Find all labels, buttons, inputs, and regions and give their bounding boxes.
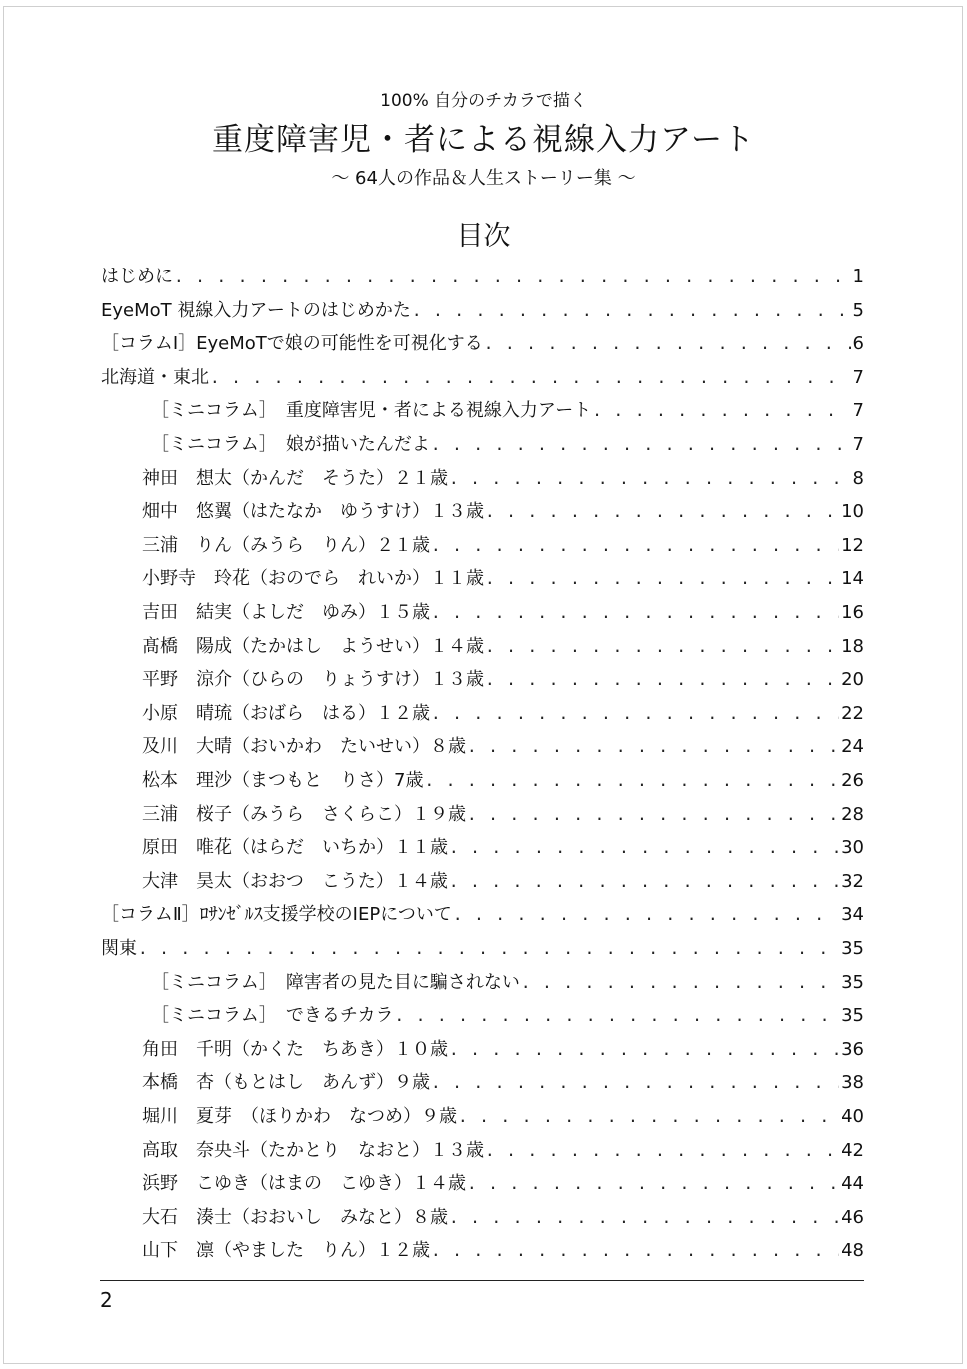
toc-leader-dots (137, 935, 841, 963)
toc-entry-page: 38 (841, 1072, 864, 1093)
toc-leader-dots (430, 1069, 841, 1097)
toc-leader-dots (484, 666, 841, 694)
toc-leader-dots (430, 599, 841, 627)
toc-entry-page: 42 (841, 1140, 864, 1161)
toc-entry[interactable] (151, 397, 864, 425)
toc-entry[interactable] (142, 532, 864, 560)
toc-entry-page: 44 (841, 1173, 864, 1194)
toc-entry-title: 原田 唯花（はらだ いちか）１１歳 (142, 837, 448, 858)
toc-entry-page: 7 (852, 400, 864, 421)
toc-entry-title: ［コラムⅡ］ﾛｻﾝｾﾞﾙｽ支援学校のIEPについて (101, 904, 452, 925)
toc-entry-title: 大津 昊太（おおつ こうた）１４歳 (142, 871, 448, 892)
toc-entry-title: 山下 凛（やました りん）１２歳 (142, 1240, 430, 1261)
toc-entry[interactable] (101, 364, 864, 392)
toc-entry[interactable] (151, 431, 864, 459)
toc-entry[interactable] (142, 868, 864, 896)
toc-entry-title: 及川 大晴（おいかわ たいせい）８歳 (142, 736, 466, 757)
toc-entry[interactable] (142, 498, 864, 526)
footer-rule (100, 1280, 864, 1281)
toc-entry[interactable] (142, 700, 864, 728)
toc-leader-dots (466, 733, 841, 761)
toc-leader-dots (411, 297, 853, 325)
toc-entry[interactable] (101, 901, 864, 929)
toc-entry-title: ［コラムⅠ］EyeMoTで娘の可能性を可視化する (101, 333, 483, 354)
toc-entry-page: 24 (841, 736, 864, 757)
toc-entry-title: ［ミニコラム］ 重度障害児・者による視線入力アート (151, 400, 592, 421)
toc-entry-page: 20 (841, 669, 864, 690)
toc-leader-dots (430, 1237, 841, 1265)
toc-leader-dots (430, 700, 841, 728)
toc-leader-dots (466, 801, 841, 829)
toc-entry-page: 35 (841, 972, 864, 993)
toc-entry[interactable] (142, 1137, 864, 1165)
toc-entry[interactable] (142, 465, 864, 493)
toc-entry[interactable] (142, 633, 864, 661)
toc-entry-page: 22 (841, 703, 864, 724)
toc-leader-dots (448, 834, 841, 862)
toc-entry-title: はじめに (101, 266, 173, 287)
toc-entry-page: 14 (841, 568, 864, 589)
toc-entry-title: ［ミニコラム］ できるチカラ (151, 1005, 394, 1026)
toc-leader-dots (448, 1204, 841, 1232)
book-title: 重度障害児・者による視線入力アート (211, 122, 756, 158)
toc-entry[interactable] (142, 1036, 864, 1064)
toc-leader-dots (173, 263, 853, 291)
toc-entry[interactable] (142, 1170, 864, 1198)
toc-entry-title: 吉田 結実（よしだ ゆみ）１５歳 (142, 602, 430, 623)
toc-entry-title: EyeMoT 視線入力アートのはじめかた (101, 300, 411, 321)
toc-heading: 目次 (456, 221, 511, 252)
toc-entry-page: 46 (841, 1207, 864, 1228)
toc-entry-title: 本橋 杏（もとはし あんず）９歳 (142, 1072, 430, 1093)
toc-entry-page: 32 (841, 871, 864, 892)
toc-entry[interactable] (101, 263, 864, 291)
toc-entry-title: 関東 (101, 938, 137, 959)
toc-entry-title: 畑中 悠翼（はたなか ゆうすけ）１３歳 (142, 501, 484, 522)
toc-entry-page: 30 (841, 837, 864, 858)
toc-leader-dots (448, 465, 853, 493)
toc-entry-title: ［ミニコラム］ 障害者の見た目に騙されない (151, 972, 520, 993)
toc-entry-title: 大石 湊士（おおいし みなと）８歳 (142, 1207, 448, 1228)
toc-entry-page: 35 (841, 1005, 864, 1026)
toc-entry-title: ［ミニコラム］ 娘が描いたんだよ (151, 434, 430, 455)
toc-entry[interactable] (101, 297, 864, 325)
toc-entry[interactable] (151, 969, 864, 997)
toc-entry-title: 髙橋 陽成（たかはし ようせい）１４歳 (142, 636, 484, 657)
toc-entry[interactable] (142, 666, 864, 694)
toc-leader-dots (393, 1002, 841, 1030)
toc-entry-page: 1 (852, 266, 864, 287)
toc-leader-dots (484, 1137, 841, 1165)
toc-entry-title: 堀川 夏芽 （ほりかわ なつめ）９歳 (142, 1106, 457, 1127)
toc-entry-title: 小原 晴琉（おばら はる）１２歳 (142, 703, 430, 724)
toc-entry-page: 16 (841, 602, 864, 623)
toc-entry-page: 7 (852, 367, 864, 388)
toc-leader-dots (484, 633, 841, 661)
toc-entry-page: 48 (841, 1240, 864, 1261)
toc-entry-page: 35 (841, 938, 864, 959)
toc-entry-page: 10 (841, 501, 864, 522)
book-supertitle: 100% 自分のチカラで描く (380, 91, 587, 111)
toc-leader-dots (591, 397, 852, 425)
toc-entry-page: 8 (852, 468, 864, 489)
toc-entry-title: 平野 涼介（ひらの りょうすけ）１３歳 (142, 669, 484, 690)
toc-leader-dots (430, 431, 853, 459)
toc-entry[interactable] (142, 767, 864, 795)
toc-entry[interactable] (142, 733, 864, 761)
toc-entry-title: 神田 想太（かんだ そうた）２１歳 (142, 468, 448, 489)
toc-leader-dots (423, 767, 841, 795)
toc-entry[interactable] (142, 801, 864, 829)
toc-entry-title: 高取 奈央斗（たかとり なおと）１３歳 (142, 1140, 484, 1161)
toc-entry[interactable] (151, 1002, 864, 1030)
toc-leader-dots (520, 969, 841, 997)
toc-entry-page: 40 (841, 1106, 864, 1127)
page-number: 2 (100, 1288, 113, 1312)
toc-entry-page: 36 (841, 1039, 864, 1060)
toc-leader-dots (448, 868, 841, 896)
book-subtitle: ～ 64人の作品＆人生ストーリー集 ～ (331, 168, 636, 189)
toc-entry-title: 浜野 こゆき（はまの こゆき）１４歳 (142, 1173, 466, 1194)
toc-leader-dots (484, 498, 841, 526)
toc-entry[interactable] (142, 834, 864, 862)
toc-entry-title: 三浦 りん（みうら りん）２１歳 (142, 535, 430, 556)
toc-leader-dots (484, 565, 841, 593)
toc-entry-page: 7 (852, 434, 864, 455)
toc-entry-page: 18 (841, 636, 864, 657)
toc-entry-title: 松本 理沙（まつもと りさ）7歳 (142, 770, 424, 791)
toc-leader-dots (457, 1103, 841, 1131)
toc-leader-dots (430, 532, 841, 560)
toc-leader-dots (466, 1170, 841, 1198)
toc-entry[interactable] (142, 1237, 864, 1265)
toc-entry-page: 34 (841, 904, 864, 925)
toc-entry[interactable] (142, 1069, 864, 1097)
toc-entry[interactable] (101, 935, 864, 963)
toc-leader-dots (209, 364, 853, 392)
toc-entry-page: 28 (841, 804, 864, 825)
toc-entry-page: 12 (841, 535, 864, 556)
toc-entry-title: 北海道・東北 (101, 367, 209, 388)
toc-entry[interactable] (142, 1103, 864, 1131)
toc-entry[interactable] (142, 599, 864, 627)
toc-entry-page: 5 (852, 300, 864, 321)
toc-entry[interactable] (142, 565, 864, 593)
toc-leader-dots (483, 330, 853, 358)
toc-entry-title: 小野寺 玲花（おのでら れいか）１１歳 (142, 568, 484, 589)
toc-entry-title: 角田 千明（かくた ちあき）１０歳 (142, 1039, 448, 1060)
toc-leader-dots (452, 901, 841, 929)
toc-entry-page: 26 (841, 770, 864, 791)
toc-leader-dots (448, 1036, 841, 1064)
toc-entry-title: 三浦 桜子（みうら さくらこ）１９歳 (142, 804, 466, 825)
toc-entry[interactable] (142, 1204, 864, 1232)
toc-entry[interactable] (101, 330, 864, 358)
toc-entry-page: 6 (852, 333, 864, 354)
